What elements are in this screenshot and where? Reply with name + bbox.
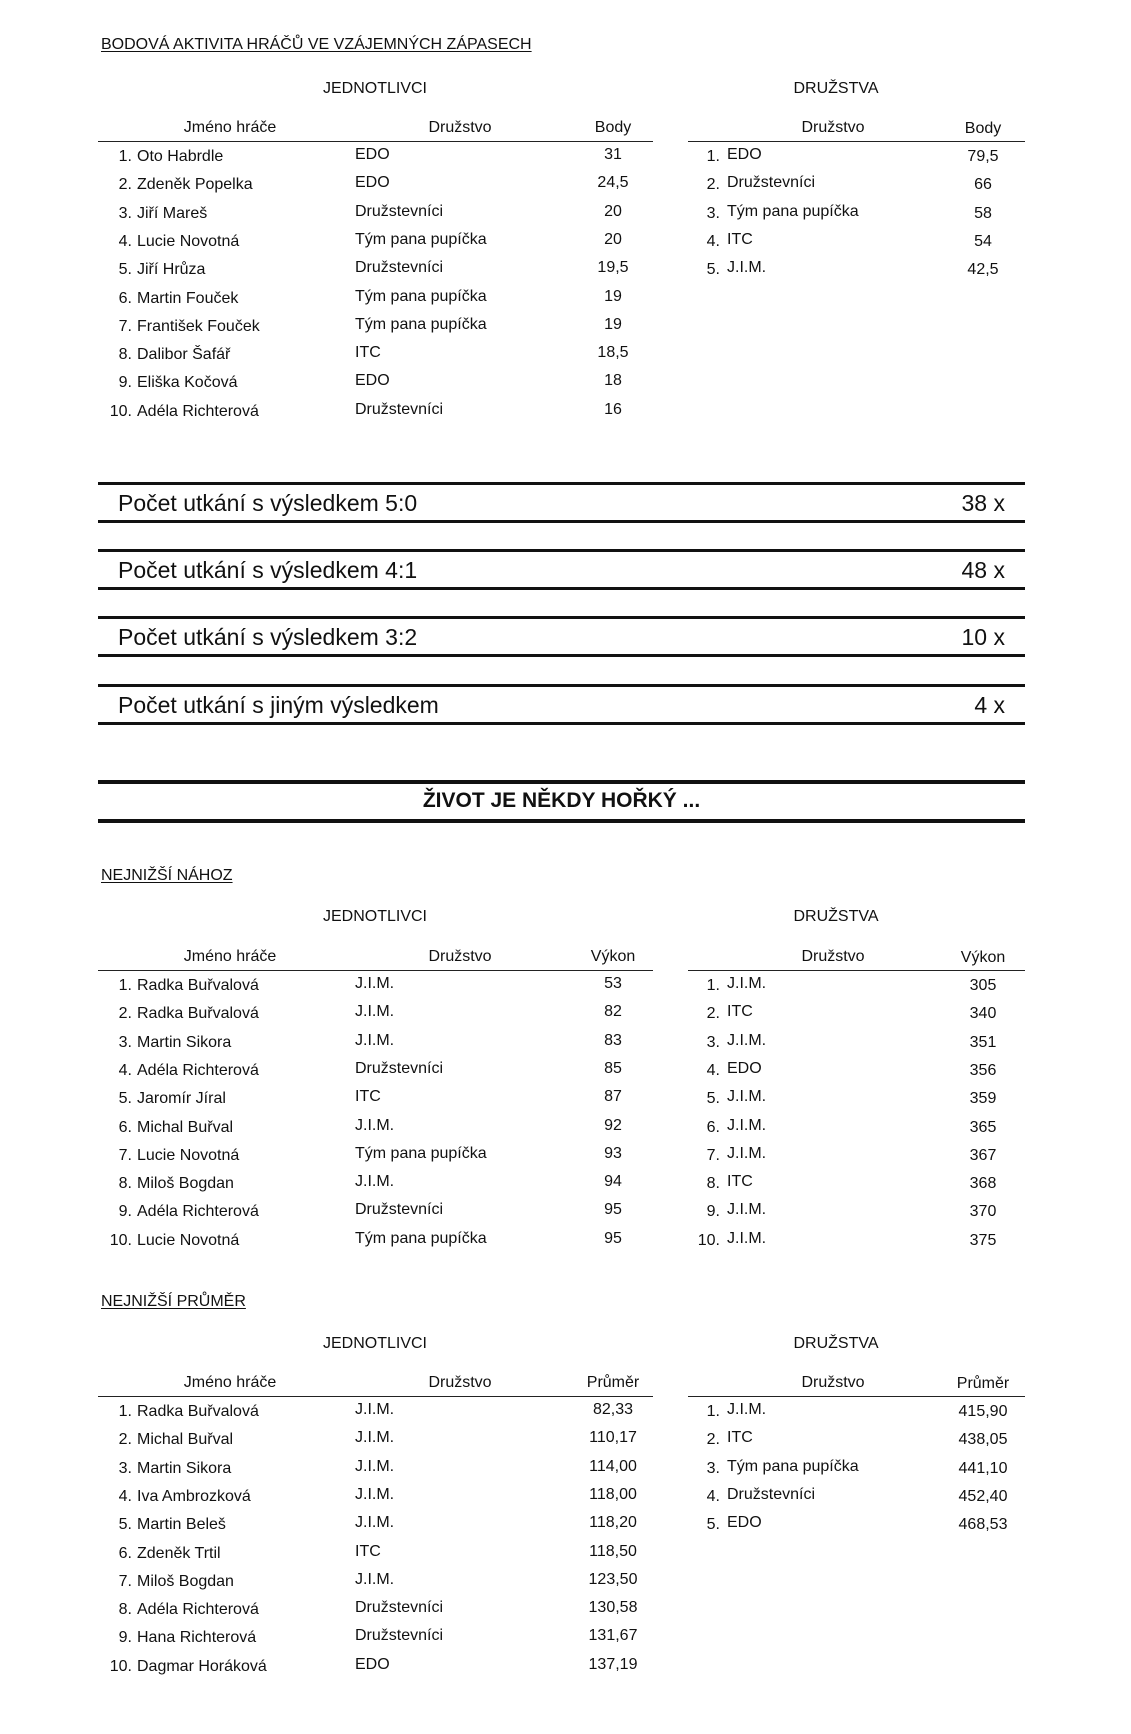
rank: 7.	[706, 1146, 720, 1164]
team-name: Tým pana pupíčka	[355, 1144, 487, 1162]
column-header-player: Jméno hráče	[183, 1374, 277, 1391]
rank: 5.	[118, 261, 132, 279]
banner-bottom-rule	[98, 819, 1025, 823]
value: 468,53	[958, 1516, 1008, 1534]
rank: 10.	[109, 1231, 132, 1249]
value: 31	[604, 146, 622, 163]
rank: 8.	[706, 1175, 720, 1193]
value: 438,05	[958, 1431, 1008, 1449]
value: 18,5	[597, 344, 629, 362]
value: 123,50	[588, 1570, 638, 1588]
team-name: Tým pana pupíčka	[727, 1457, 859, 1475]
rank: 10.	[109, 402, 132, 420]
result-label: Počet utkání s výsledkem 3:2	[118, 624, 418, 650]
section-title-lowest-throw: NEJNIŽŠÍ NÁHOZ	[101, 867, 233, 884]
rank: 6.	[706, 1118, 720, 1136]
team-name: EDO	[355, 372, 390, 390]
team-name: ITC	[727, 1429, 753, 1447]
rank: 2.	[706, 1005, 720, 1023]
player-name: Eliška Kočová	[137, 374, 238, 392]
player-name: Adéla Richterová	[137, 1203, 259, 1221]
rank: 6.	[118, 1544, 132, 1562]
result-count: 10 x	[961, 624, 1005, 650]
team-name: J.I.M.	[355, 1429, 395, 1447]
team-name: ITC	[727, 1003, 753, 1021]
group-title-individuals: JEDNOTLIVCI	[322, 1335, 427, 1352]
group-title-individuals: JEDNOTLIVCI	[322, 908, 427, 925]
value: 95	[604, 1201, 622, 1219]
value: 53	[604, 975, 622, 992]
value: 367	[969, 1146, 997, 1164]
value: 54	[974, 232, 992, 250]
team-name: Tým pana pupíčka	[355, 1229, 487, 1247]
box-bottom-rule	[98, 520, 1025, 523]
section-title-lowest-average: NEJNIŽŠÍ PRŮMĚR	[101, 1293, 246, 1310]
team-name: J.I.M.	[727, 1401, 767, 1418]
result-label: Počet utkání s výsledkem 5:0	[118, 490, 418, 516]
team-name: J.I.M.	[727, 1116, 767, 1134]
value: 415,90	[958, 1403, 1008, 1420]
value: 18	[604, 372, 622, 390]
column-header-value: Výkon	[590, 948, 636, 965]
team-name: Družstevníci	[355, 1599, 444, 1617]
team-name: J.I.M.	[727, 1088, 767, 1106]
player-name: Lucie Novotná	[137, 232, 240, 250]
value: 375	[969, 1231, 997, 1249]
column-header-team: Družstvo	[428, 1374, 492, 1391]
player-name: Martin Sikora	[137, 1459, 232, 1477]
column-header-team: Družstvo	[801, 119, 865, 136]
player-name: Radka Buřvalová	[137, 977, 259, 994]
value: 66	[974, 176, 992, 194]
value: 118,00	[589, 1485, 637, 1503]
value: 118,20	[589, 1514, 637, 1532]
value: 24,5	[597, 174, 629, 192]
rank: 1.	[118, 148, 132, 165]
rank: 3.	[118, 204, 132, 222]
player-name: Jiří Hrůza	[137, 261, 206, 279]
rank: 3.	[118, 1033, 132, 1051]
header-rule	[688, 1396, 1025, 1397]
box-top-rule	[98, 684, 1025, 687]
value: 118,50	[589, 1542, 637, 1560]
value: 82,33	[592, 1401, 634, 1418]
rank: 3.	[118, 1459, 132, 1477]
column-header-player: Jméno hráče	[183, 948, 277, 965]
team-name: Tým pana pupíčka	[355, 230, 487, 248]
player-name: Radka Buřvalová	[137, 1403, 259, 1420]
value: 79,5	[967, 148, 999, 165]
player-name: Hana Richterová	[137, 1629, 257, 1647]
value: 359	[969, 1090, 997, 1108]
value: 82	[604, 1003, 622, 1021]
value: 305	[969, 977, 997, 994]
rank: 8.	[118, 1601, 132, 1619]
player-name: Martin Sikora	[137, 1033, 232, 1051]
header-rule	[688, 970, 1025, 971]
team-name: ITC	[727, 1173, 753, 1191]
team-name: J.I.M.	[727, 1201, 767, 1219]
value: 20	[604, 230, 622, 248]
team-name: J.I.M.	[355, 1401, 395, 1418]
value: 368	[969, 1175, 997, 1193]
team-name: J.I.M.	[355, 1457, 395, 1475]
value: 110,17	[589, 1429, 637, 1447]
column-header-value: Body	[964, 120, 1002, 137]
player-name: Dalibor Šafář	[137, 346, 231, 364]
player-name: Zdeněk Popelka	[137, 176, 253, 194]
value: 351	[969, 1033, 997, 1051]
player-name: Jiří Mareš	[137, 204, 208, 222]
team-name: EDO	[355, 146, 390, 163]
team-name: Družstevníci	[355, 259, 444, 277]
column-header-value: Průměr	[586, 1374, 640, 1391]
result-count: 38 x	[961, 490, 1005, 516]
team-name: Družstevníci	[355, 400, 444, 418]
player-name: Michal Buřval	[137, 1118, 234, 1136]
value: 93	[604, 1144, 622, 1162]
group-title-individuals: JEDNOTLIVCI	[322, 80, 427, 97]
rank: 5.	[706, 1516, 720, 1534]
team-name: Tým pana pupíčka	[727, 202, 859, 220]
rank: 9.	[118, 374, 132, 392]
team-name: J.I.M.	[355, 1485, 395, 1503]
rank: 3.	[706, 1459, 720, 1477]
team-name: Družstevníci	[727, 1485, 816, 1503]
rank: 5.	[118, 1090, 132, 1108]
rank: 7.	[118, 1572, 132, 1590]
team-name: J.I.M.	[727, 1031, 767, 1049]
rank: 10.	[109, 1657, 132, 1675]
rank: 5.	[706, 261, 720, 279]
rank: 1.	[118, 977, 132, 994]
player-name: Iva Ambrozková	[137, 1487, 251, 1505]
value: 340	[969, 1005, 997, 1023]
rank: 8.	[118, 346, 132, 364]
value: 130,58	[588, 1599, 638, 1617]
value: 356	[969, 1061, 997, 1079]
value: 94	[604, 1173, 622, 1191]
team-name: J.I.M.	[727, 975, 767, 992]
team-name: Družstevníci	[727, 174, 816, 192]
box-bottom-rule	[98, 654, 1025, 657]
value: 19,5	[597, 259, 629, 277]
rank: 5.	[118, 1516, 132, 1534]
column-header-team: Družstvo	[428, 948, 492, 965]
box-top-rule	[98, 549, 1025, 552]
team-name: Družstevníci	[355, 202, 444, 220]
team-name: EDO	[727, 1059, 762, 1077]
player-name: Oto Habrdle	[137, 148, 224, 165]
value: 92	[604, 1116, 622, 1134]
team-name: J.I.M.	[727, 1229, 767, 1247]
result-count: 48 x	[961, 557, 1005, 583]
header-rule	[688, 141, 1025, 142]
result-count: 4 x	[974, 692, 1005, 718]
rank: 4.	[706, 1487, 720, 1505]
column-header-team: Družstvo	[801, 1374, 865, 1391]
player-name: Michal Buřval	[137, 1431, 234, 1449]
column-header-value: Průměr	[956, 1375, 1010, 1392]
team-name: EDO	[355, 174, 390, 192]
rank: 4.	[706, 1061, 720, 1079]
box-bottom-rule	[98, 587, 1025, 590]
header-rule	[98, 1396, 653, 1397]
rank: 3.	[706, 204, 720, 222]
header-rule	[98, 970, 653, 971]
rank: 1.	[706, 148, 720, 165]
player-name: Lucie Novotná	[137, 1231, 240, 1249]
team-name: EDO	[355, 1655, 390, 1673]
player-name: Miloš Bogdan	[137, 1175, 234, 1193]
banner-top-rule	[98, 780, 1025, 784]
player-name: Jaromír Jíral	[137, 1090, 226, 1108]
rank: 6.	[118, 1118, 132, 1136]
result-label: Počet utkání s jiným výsledkem	[118, 692, 439, 718]
team-name: J.I.M.	[727, 1144, 767, 1162]
rank: 2.	[118, 1431, 132, 1449]
rank: 10.	[697, 1231, 720, 1249]
team-name: Družstevníci	[355, 1627, 444, 1645]
value: 137,19	[588, 1655, 638, 1673]
value: 95	[604, 1229, 622, 1247]
player-name: Dagmar Horáková	[137, 1657, 267, 1675]
value: 365	[969, 1118, 997, 1136]
group-title-teams: DRUŽSTVA	[793, 1335, 879, 1352]
rank: 9.	[706, 1203, 720, 1221]
rank: 9.	[118, 1203, 132, 1221]
team-name: ITC	[355, 344, 381, 362]
value: 58	[974, 204, 992, 222]
player-name: Martin Beleš	[137, 1516, 226, 1534]
column-header-player: Jméno hráče	[183, 119, 277, 136]
value: 441,10	[958, 1459, 1008, 1477]
team-name: J.I.M.	[355, 1570, 395, 1588]
section-title-points: BODOVÁ AKTIVITA HRÁČŮ VE VZÁJEMNÝCH ZÁPASECH	[101, 36, 532, 53]
player-name: Adéla Richterová	[137, 1061, 259, 1079]
rank: 4.	[118, 232, 132, 250]
value: 131,67	[588, 1627, 638, 1645]
team-name: Družstevníci	[355, 1059, 444, 1077]
player-name: Adéla Richterová	[137, 1601, 259, 1619]
column-header-team: Družstvo	[428, 119, 492, 136]
player-name: František Fouček	[137, 317, 260, 335]
column-header-value: Výkon	[960, 949, 1006, 966]
team-name: J.I.M.	[355, 1031, 395, 1049]
player-name: Zdeněk Trtil	[137, 1544, 221, 1562]
team-name: Tým pana pupíčka	[355, 315, 487, 333]
column-header-team: Družstvo	[801, 948, 865, 965]
team-name: Tým pana pupíčka	[355, 287, 487, 305]
rank: 5.	[706, 1090, 720, 1108]
player-name: Miloš Bogdan	[137, 1572, 234, 1590]
column-header-value: Body	[594, 119, 632, 136]
rank: 1.	[118, 1403, 132, 1420]
box-top-rule	[98, 482, 1025, 485]
value: 87	[604, 1088, 622, 1106]
team-name: EDO	[727, 1514, 762, 1532]
value: 19	[604, 315, 622, 333]
rank: 7.	[118, 1146, 132, 1164]
player-name: Martin Fouček	[137, 289, 239, 307]
rank: 2.	[118, 1005, 132, 1023]
rank: 1.	[706, 1403, 720, 1420]
rank: 6.	[118, 289, 132, 307]
rank: 8.	[118, 1175, 132, 1193]
box-bottom-rule	[98, 722, 1025, 725]
result-label: Počet utkání s výsledkem 4:1	[118, 557, 418, 583]
rank: 9.	[118, 1629, 132, 1647]
team-name: J.I.M.	[355, 1003, 395, 1021]
team-name: ITC	[355, 1542, 381, 1560]
team-name: ITC	[355, 1088, 381, 1106]
rank: 7.	[118, 317, 132, 335]
rank: 1.	[706, 977, 720, 994]
group-title-teams: DRUŽSTVA	[793, 80, 879, 97]
value: 16	[604, 400, 622, 418]
header-rule	[98, 141, 653, 142]
rank: 4.	[118, 1061, 132, 1079]
team-name: J.I.M.	[727, 259, 767, 277]
rank: 4.	[706, 232, 720, 250]
rank: 2.	[706, 1431, 720, 1449]
team-name: J.I.M.	[355, 1173, 395, 1191]
value: 370	[969, 1203, 997, 1221]
value: 85	[604, 1059, 622, 1077]
team-name: ITC	[727, 230, 753, 248]
player-name: Lucie Novotná	[137, 1146, 240, 1164]
player-name: Radka Buřvalová	[137, 1005, 259, 1023]
rank: 3.	[706, 1033, 720, 1051]
value: 19	[604, 287, 622, 305]
value: 42,5	[967, 261, 999, 279]
team-name: J.I.M.	[355, 1116, 395, 1134]
player-name: Adéla Richterová	[137, 402, 259, 420]
value: 20	[604, 202, 622, 220]
rank: 2.	[706, 176, 720, 194]
team-name: Družstevníci	[355, 1201, 444, 1219]
team-name: J.I.M.	[355, 1514, 395, 1532]
box-top-rule	[98, 616, 1025, 619]
value: 452,40	[958, 1487, 1008, 1505]
value: 114,00	[589, 1457, 637, 1475]
team-name: J.I.M.	[355, 975, 395, 992]
value: 83	[604, 1031, 622, 1049]
rank: 2.	[118, 176, 132, 194]
team-name: EDO	[727, 146, 762, 163]
rank: 4.	[118, 1487, 132, 1505]
group-title-teams: DRUŽSTVA	[793, 908, 879, 925]
banner-title: ŽIVOT JE NĚKDY HOŘKÝ ...	[422, 789, 701, 812]
